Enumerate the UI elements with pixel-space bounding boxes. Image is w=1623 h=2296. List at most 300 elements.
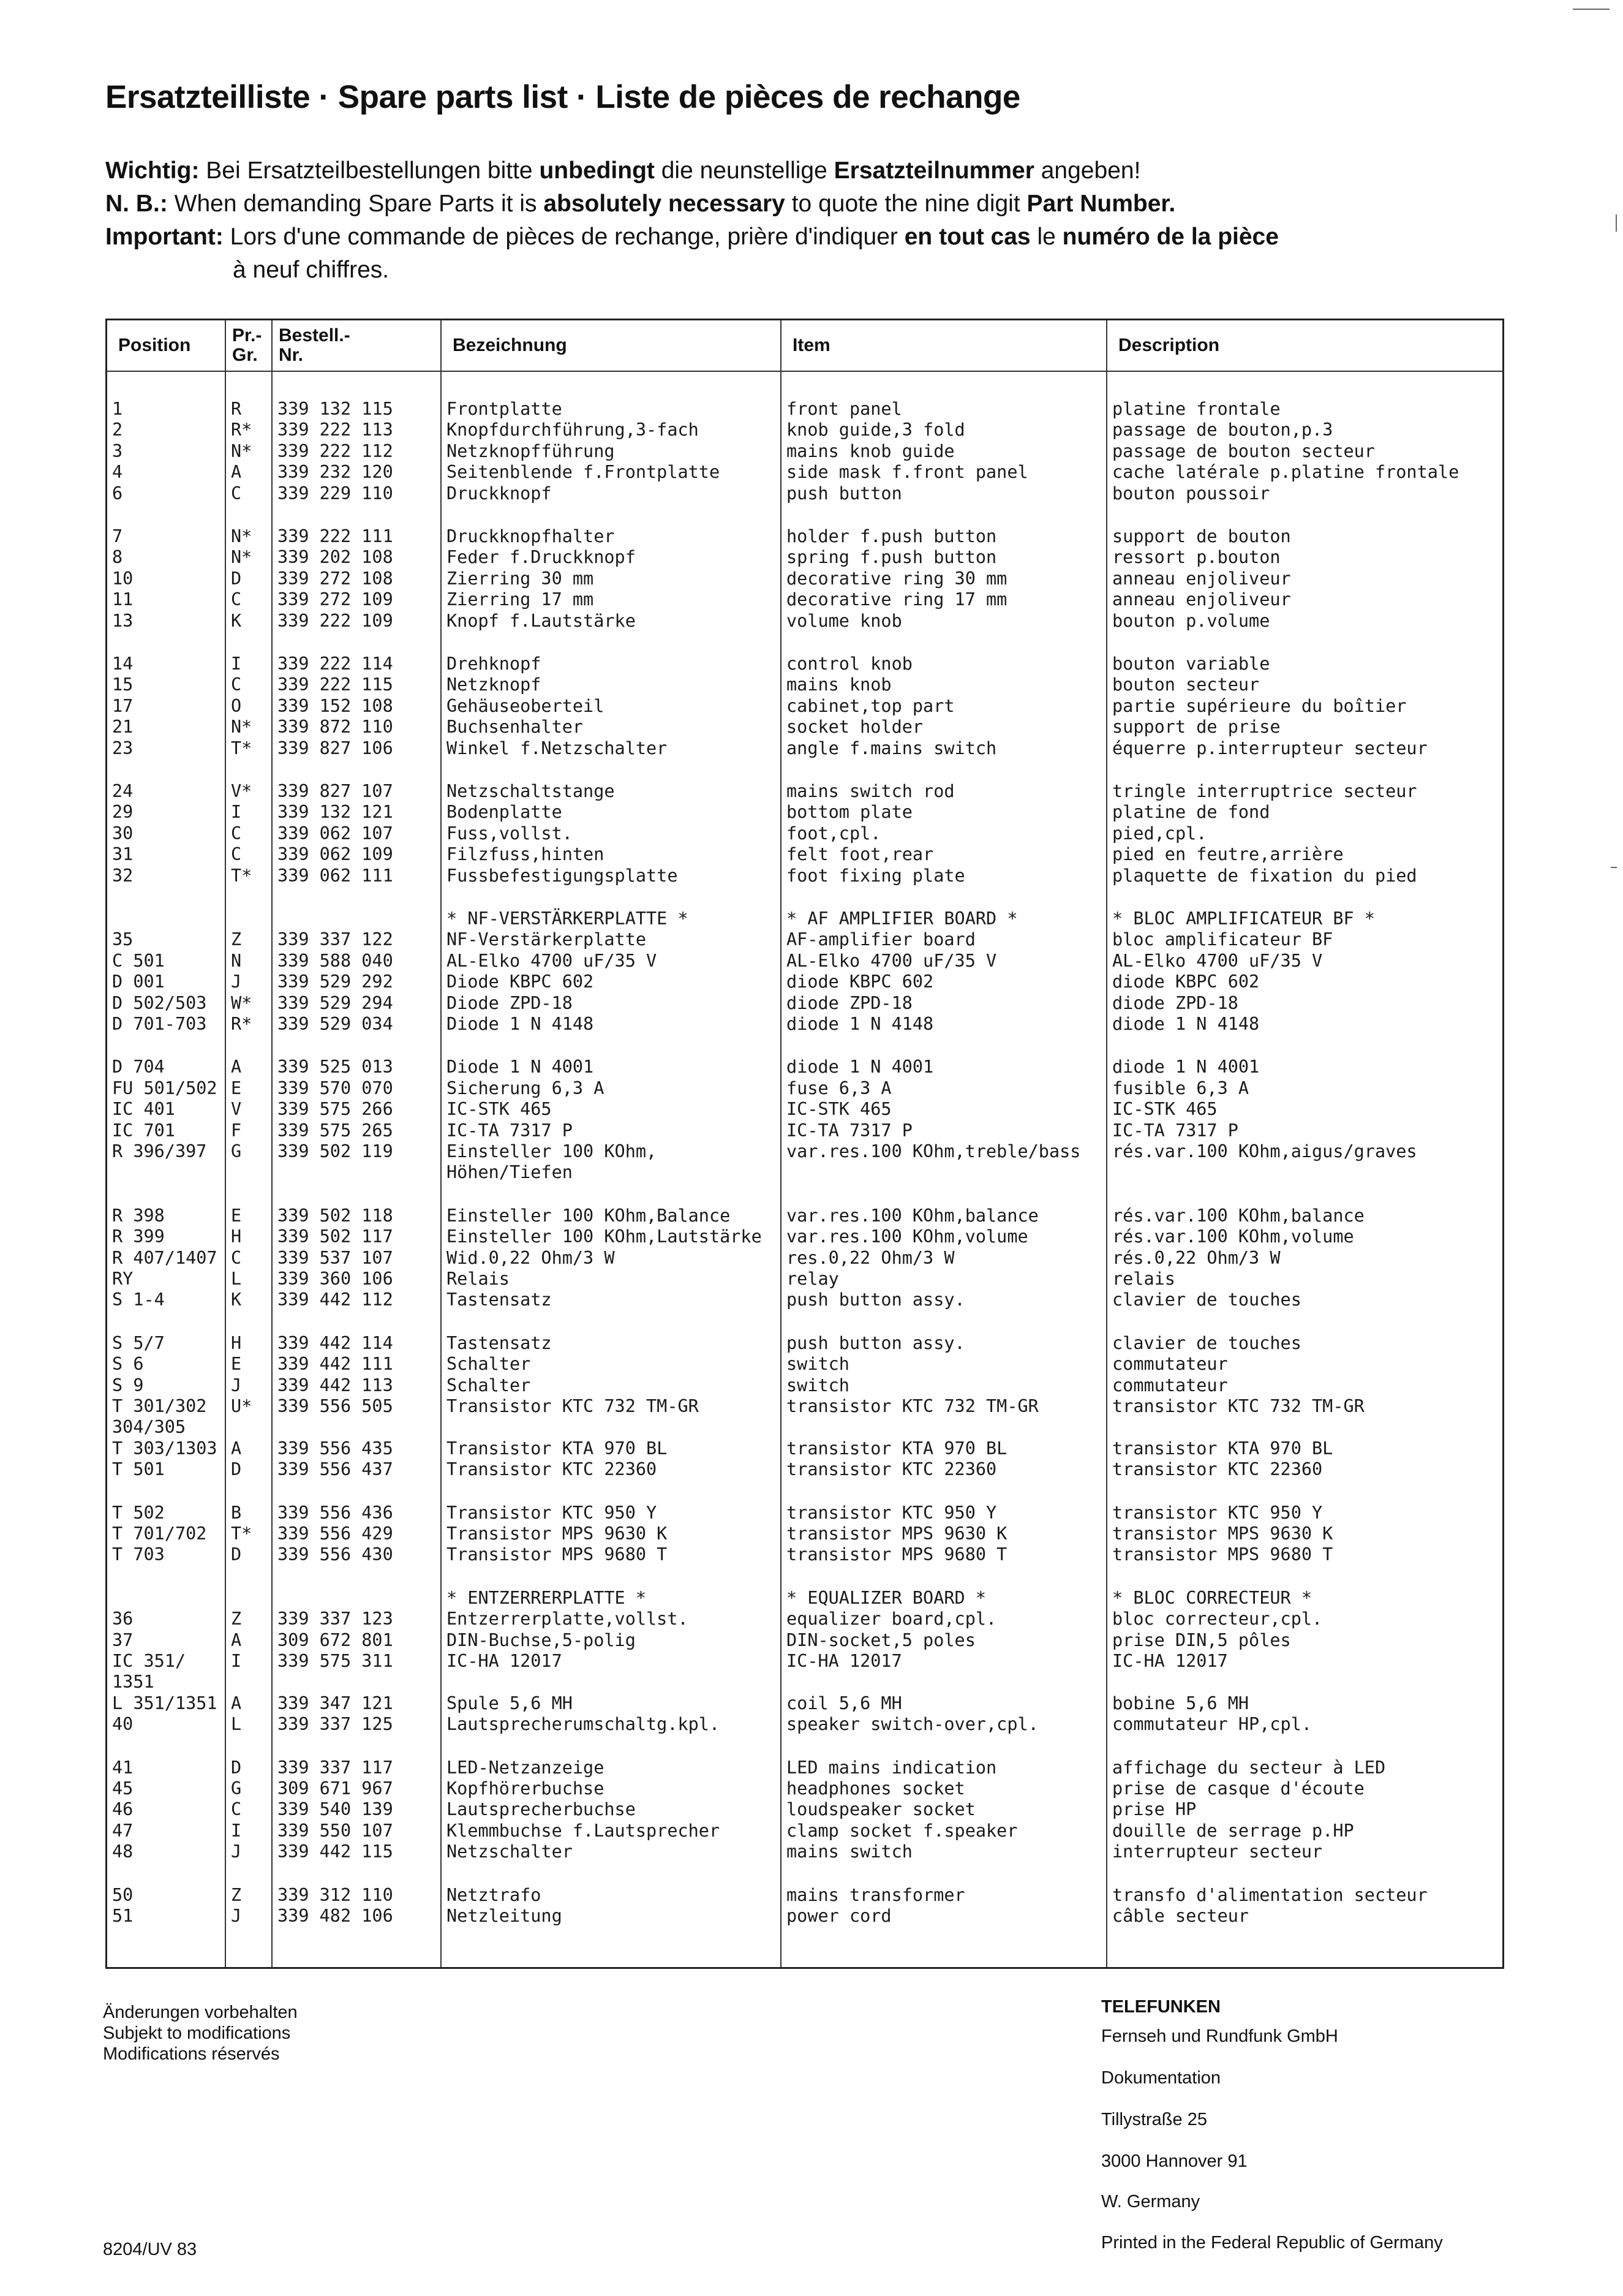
- position-cell: 1351: [112, 1672, 154, 1693]
- item-cell: switch: [786, 1375, 849, 1395]
- position-cell: S 9: [112, 1375, 144, 1395]
- bezeichnung-cell: Netzknopf: [446, 674, 541, 695]
- item-cell: clamp socket f.speaker: [786, 1820, 1018, 1841]
- position-cell: R 396/397: [112, 1141, 207, 1161]
- order-number-cell: 339 442 114: [277, 1332, 393, 1353]
- price-group-cell: J: [231, 972, 242, 992]
- description-cell: platine frontale: [1112, 399, 1281, 419]
- note-text: Lors d'une commande de pièces de rechange, prière d'indiquer: [223, 224, 905, 250]
- position-cell: 6: [112, 483, 123, 504]
- position-cell: R 399: [112, 1226, 165, 1247]
- description-cell: prise HP: [1112, 1799, 1197, 1820]
- note-emphasis: en tout cas: [904, 224, 1031, 250]
- position-cell: S 6: [112, 1354, 144, 1375]
- item-cell: mains switch rod: [786, 781, 955, 801]
- price-group-cell: C: [231, 844, 242, 865]
- description-cell: prise DIN,5 pôles: [1112, 1629, 1291, 1650]
- position-cell: 11: [112, 589, 134, 610]
- price-group-cell: F: [231, 1120, 242, 1141]
- order-number-cell: 339 337 125: [277, 1714, 393, 1735]
- bezeichnung-cell: LED-Netzanzeige: [446, 1757, 604, 1778]
- order-number-cell: 339 575 311: [277, 1651, 393, 1671]
- order-number-cell: 339 442 113: [277, 1375, 393, 1395]
- order-number-cell: 339 222 114: [277, 654, 393, 674]
- item-cell: transistor KTC 22360: [786, 1459, 997, 1480]
- description-cell: bloc amplificateur BF: [1112, 929, 1333, 950]
- note-emphasis: numéro de la pièce: [1062, 224, 1279, 250]
- position-cell: 13: [112, 610, 134, 631]
- price-group-cell: O: [231, 695, 242, 716]
- price-group-cell: I: [231, 1820, 242, 1841]
- column-item: [780, 320, 1107, 1967]
- position-cell: 51: [112, 1906, 134, 1926]
- order-number-cell: 339 442 111: [277, 1354, 393, 1375]
- position-cell: 21: [112, 717, 134, 738]
- description-cell: douille de serrage p.HP: [1112, 1820, 1354, 1841]
- item-cell: headphones socket: [786, 1778, 965, 1799]
- description-cell: bouton p.volume: [1112, 610, 1270, 631]
- item-cell: decorative ring 30 mm: [786, 568, 1007, 589]
- price-group-cell: H: [231, 1332, 242, 1353]
- description-cell: fusible 6,3 A: [1112, 1078, 1249, 1098]
- position-cell: 15: [112, 674, 134, 695]
- bezeichnung-cell: AL-Elko 4700 uF/35 V: [446, 950, 657, 971]
- description-cell: clavier de touches: [1112, 1332, 1301, 1353]
- bezeichnung-cell: Transistor MPS 9680 T: [446, 1544, 668, 1565]
- note-line: [105, 221, 1514, 254]
- note-text: When demanding Spare Parts it is: [167, 191, 544, 217]
- description-cell: rés.var.100 KOhm,aigus/graves: [1112, 1141, 1417, 1161]
- item-cell: switch: [786, 1354, 849, 1375]
- position-cell: T 303/1303: [112, 1438, 217, 1459]
- company-name: Fernseh und Rundfunk GmbH: [1101, 2026, 1338, 2046]
- order-number-cell: 339 556 435: [277, 1438, 393, 1459]
- order-number-cell: 339 222 112: [277, 440, 393, 461]
- position-cell: 46: [112, 1799, 134, 1820]
- item-cell: transistor KTA 970 BL: [786, 1438, 1007, 1459]
- order-number-cell: 339 556 430: [277, 1544, 393, 1565]
- bezeichnung-cell: Zierring 17 mm: [446, 589, 594, 610]
- description-cell: * BLOC CORRECTEUR *: [1112, 1587, 1312, 1608]
- note-emphasis: Ersatzteilnummer: [834, 157, 1034, 184]
- description-cell: support de bouton: [1112, 526, 1291, 546]
- header-price-group: [226, 320, 273, 372]
- bezeichnung-cell: NF-Verstärkerplatte: [446, 929, 647, 950]
- position-cell: D 704: [112, 1057, 165, 1078]
- bezeichnung-cell: Diode KBPC 602: [446, 972, 594, 992]
- item-cell: side mask f.front panel: [786, 462, 1028, 483]
- price-group-cell: Z: [231, 929, 242, 950]
- street: Tillystraße 25: [1101, 2110, 1207, 2129]
- column-bezeichnung: [440, 320, 781, 1967]
- description-cell: équerre p.interrupteur secteur: [1112, 738, 1428, 758]
- description-cell: passage de bouton,p.3: [1112, 420, 1333, 440]
- description-cell: IC-STK 465: [1112, 1099, 1218, 1120]
- bezeichnung-cell: Einsteller 100 KOhm,Balance: [446, 1205, 731, 1226]
- description-cell: transistor KTC 950 Y: [1112, 1502, 1323, 1523]
- item-cell: knob guide,3 fold: [786, 420, 965, 440]
- bezeichnung-cell: Gehäuseoberteil: [446, 695, 604, 716]
- note-emphasis: Part Number.: [1026, 191, 1176, 217]
- price-group-cell: C: [231, 1799, 242, 1820]
- position-cell: 45: [112, 1778, 134, 1799]
- printed-note: Printed in the Federal Republic of Germany: [1101, 2233, 1443, 2253]
- price-group-cell: N*: [231, 440, 252, 461]
- bezeichnung-cell: * ENTZERRERPLATTE *: [446, 1587, 647, 1608]
- price-group-cell: H: [231, 1226, 242, 1247]
- price-group-cell: E: [231, 1078, 242, 1098]
- description-cell: anneau enjoliveur: [1112, 568, 1291, 589]
- description-cell: ressort p.bouton: [1112, 547, 1281, 568]
- bezeichnung-cell: Transistor KTC 732 TM-GR: [446, 1396, 699, 1416]
- item-cell: holder f.push button: [786, 526, 997, 546]
- description-cell: diode 1 N 4148: [1112, 1014, 1260, 1034]
- description-cell: bouton poussoir: [1112, 483, 1270, 504]
- bezeichnung-cell: Tastensatz: [446, 1290, 552, 1310]
- column-order-number: [271, 320, 442, 1967]
- position-cell: 36: [112, 1609, 134, 1629]
- header-price-group-line2: Gr.: [232, 345, 258, 365]
- position-cell: S 1-4: [112, 1290, 165, 1310]
- position-cell: T 703: [112, 1544, 165, 1565]
- bezeichnung-cell: Knopf f.Lautstärke: [446, 610, 636, 631]
- item-cell: mains transformer: [786, 1884, 965, 1905]
- note-text: le: [1030, 224, 1063, 250]
- bezeichnung-cell: Transistor MPS 9630 K: [446, 1524, 668, 1544]
- order-number-cell: 339 232 120: [277, 462, 393, 483]
- item-cell: equalizer board,cpl.: [786, 1609, 997, 1629]
- position-cell: 29: [112, 802, 134, 823]
- description-cell: bobine 5,6 MH: [1112, 1693, 1249, 1713]
- bezeichnung-cell: Höhen/Tiefen: [446, 1162, 573, 1183]
- order-number-cell: 339 575 266: [277, 1099, 393, 1120]
- item-cell: coil 5,6 MH: [786, 1693, 902, 1713]
- order-number-cell: 339 570 070: [277, 1078, 393, 1098]
- price-group-cell: N*: [231, 526, 252, 546]
- price-group-cell: L: [231, 1714, 242, 1735]
- description-cell: IC-TA 7317 P: [1112, 1120, 1238, 1141]
- position-cell: 17: [112, 695, 134, 716]
- price-group-cell: D: [231, 1459, 242, 1480]
- price-group-cell: A: [231, 1438, 242, 1459]
- position-cell: 32: [112, 865, 134, 886]
- note-text: Bei Ersatzteilbestellungen bitte: [199, 157, 540, 184]
- order-number-cell: 339 222 113: [277, 420, 393, 440]
- description-cell: platine de fond: [1112, 802, 1270, 823]
- position-cell: 3: [112, 440, 123, 461]
- bezeichnung-cell: Druckknopfhalter: [446, 526, 615, 546]
- item-cell: power cord: [786, 1906, 892, 1926]
- item-cell: diode 1 N 4001: [786, 1057, 934, 1078]
- description-cell: anneau enjoliveur: [1112, 589, 1291, 610]
- price-group-cell: T*: [231, 1524, 252, 1544]
- header-description: Description: [1107, 320, 1504, 372]
- order-number-cell: 339 360 106: [277, 1269, 393, 1289]
- order-number-cell: 339 529 292: [277, 972, 393, 992]
- order-number-cell: 339 132 115: [277, 399, 393, 419]
- bezeichnung-cell: Entzerrerplatte,vollst.: [446, 1609, 688, 1629]
- description-cell: * BLOC AMPLIFICATEUR BF *: [1112, 908, 1375, 929]
- description-cell: relais: [1112, 1269, 1175, 1289]
- position-cell: 31: [112, 844, 134, 865]
- note-label: N. B.:: [105, 191, 168, 217]
- order-number-cell: 339 529 294: [277, 992, 393, 1013]
- bezeichnung-cell: Buchsenhalter: [446, 717, 584, 738]
- price-group-cell: J: [231, 1906, 242, 1926]
- bezeichnung-cell: Filzfuss,hinten: [446, 844, 604, 865]
- bezeichnung-cell: * NF-VERSTÄRKERPLATTE *: [446, 908, 688, 929]
- item-cell: volume knob: [786, 610, 902, 631]
- position-cell: IC 401: [112, 1099, 175, 1120]
- header-item: Item: [781, 320, 1107, 372]
- order-number-cell: 339 537 107: [277, 1247, 393, 1268]
- order-number-cell: 339 502 119: [277, 1141, 393, 1161]
- position-cell: 14: [112, 654, 134, 674]
- description-cell: pied en feutre,arrière: [1112, 844, 1344, 865]
- description-cell: clavier de touches: [1112, 1290, 1301, 1310]
- item-cell: push button assy.: [786, 1332, 965, 1353]
- price-group-cell: D: [231, 568, 242, 589]
- description-cell: interrupteur secteur: [1112, 1841, 1323, 1862]
- item-cell: felt foot,rear: [786, 844, 934, 865]
- position-cell: R 398: [112, 1205, 165, 1226]
- order-number-cell: 339 062 107: [277, 823, 393, 844]
- item-cell: IC-HA 12017: [786, 1651, 902, 1671]
- bezeichnung-cell: IC-TA 7317 P: [446, 1120, 573, 1141]
- note-line: [105, 254, 1514, 287]
- description-cell: câble secteur: [1112, 1906, 1249, 1926]
- scan-edge-mark: [1573, 9, 1610, 10]
- description-cell: plaquette de fixation du pied: [1112, 865, 1417, 886]
- brand-name: TELEFUNKEN: [1101, 1997, 1221, 2017]
- position-cell: 30: [112, 823, 134, 844]
- header-order-number-line1: Bestell.-: [279, 325, 350, 346]
- description-cell: rés.var.100 KOhm,volume: [1112, 1226, 1354, 1247]
- document-code: 8204/UV 83: [103, 2240, 197, 2259]
- bezeichnung-cell: Lautsprecherbuchse: [446, 1799, 636, 1820]
- price-group-cell: A: [231, 1693, 242, 1713]
- modifications-de: Änderungen vorbehalten: [103, 2003, 298, 2022]
- item-cell: fuse 6,3 A: [786, 1078, 892, 1098]
- description-cell: support de prise: [1112, 717, 1281, 738]
- description-cell: diode KBPC 602: [1112, 972, 1260, 992]
- bezeichnung-cell: Diode 1 N 4148: [446, 1014, 594, 1034]
- order-number-cell: 339 556 429: [277, 1524, 393, 1544]
- position-cell: 7: [112, 526, 123, 546]
- price-group-cell: C: [231, 589, 242, 610]
- item-cell: foot,cpl.: [786, 823, 881, 844]
- position-cell: 50: [112, 1884, 134, 1905]
- bezeichnung-cell: IC-HA 12017: [446, 1651, 562, 1671]
- item-cell: var.res.100 KOhm,volume: [786, 1226, 1028, 1247]
- order-number-cell: 339 222 115: [277, 674, 393, 695]
- order-number-cell: 339 482 106: [277, 1906, 393, 1926]
- bezeichnung-cell: Sicherung 6,3 A: [446, 1078, 604, 1098]
- order-number-cell: 339 337 122: [277, 929, 393, 950]
- bezeichnung-cell: Netzschalter: [446, 1841, 573, 1862]
- scan-edge-mark: [1611, 867, 1617, 868]
- price-group-cell: R*: [231, 1014, 252, 1034]
- position-cell: T 501: [112, 1459, 165, 1480]
- order-number-cell: 339 222 111: [277, 526, 393, 546]
- item-cell: transistor MPS 9680 T: [786, 1544, 1007, 1565]
- note-text: angeben!: [1034, 157, 1141, 184]
- item-cell: push button assy.: [786, 1290, 965, 1310]
- description-cell: commutateur HP,cpl.: [1112, 1714, 1312, 1735]
- item-cell: relay: [786, 1269, 839, 1289]
- bezeichnung-cell: Klemmbuchse f.Lautsprecher: [446, 1820, 720, 1841]
- order-number-cell: 339 556 436: [277, 1502, 393, 1523]
- price-group-cell: C: [231, 674, 242, 695]
- bezeichnung-cell: Netzknopfführung: [446, 440, 615, 461]
- header-order-number: [273, 320, 442, 372]
- position-cell: D 502/503: [112, 992, 207, 1013]
- bezeichnung-cell: Lautsprecherumschaltg.kpl.: [446, 1714, 720, 1735]
- description-cell: affichage du secteur à LED: [1112, 1757, 1386, 1778]
- bezeichnung-cell: Spule 5,6 MH: [446, 1693, 573, 1713]
- note-line: [105, 187, 1514, 221]
- position-cell: L 351/1351: [112, 1693, 217, 1713]
- position-cell: R 407/1407: [112, 1247, 217, 1268]
- description-cell: rés.0,22 Ohm/3 W: [1112, 1247, 1281, 1268]
- description-cell: bloc correcteur,cpl.: [1112, 1609, 1323, 1629]
- price-group-cell: E: [231, 1354, 242, 1375]
- description-cell: partie supérieure du boîtier: [1112, 695, 1407, 716]
- item-cell: mains knob guide: [786, 440, 955, 461]
- description-cell: transistor KTA 970 BL: [1112, 1438, 1333, 1459]
- price-group-cell: R*: [231, 420, 252, 440]
- price-group-cell: I: [231, 654, 242, 674]
- bezeichnung-cell: Druckknopf: [446, 483, 552, 504]
- description-cell: bouton variable: [1112, 654, 1270, 674]
- order-number-cell: 339 347 121: [277, 1693, 393, 1713]
- order-number-cell: 339 222 109: [277, 610, 393, 631]
- price-group-cell: K: [231, 610, 242, 631]
- order-number-cell: 339 132 121: [277, 802, 393, 823]
- bezeichnung-cell: Netzleitung: [446, 1906, 562, 1926]
- order-number-cell: 339 229 110: [277, 483, 393, 504]
- price-group-cell: W*: [231, 992, 252, 1013]
- bezeichnung-cell: Einsteller 100 KOhm,Lautstärke: [446, 1226, 762, 1247]
- spare-parts-table: [105, 319, 1504, 1969]
- note-emphasis: unbedingt: [539, 157, 655, 184]
- position-cell: 304/305: [112, 1417, 186, 1438]
- header-bezeichnung: Bezeichnung: [442, 320, 781, 372]
- order-number-cell: 339 827 106: [277, 738, 393, 758]
- price-group-cell: D: [231, 1757, 242, 1778]
- bezeichnung-cell: Netzschaltstange: [446, 781, 615, 801]
- description-cell: commutateur: [1112, 1354, 1228, 1375]
- position-cell: 4: [112, 462, 123, 483]
- bezeichnung-cell: IC-STK 465: [446, 1099, 552, 1120]
- item-cell: front panel: [786, 399, 902, 419]
- description-cell: diode 1 N 4001: [1112, 1057, 1260, 1078]
- scan-edge-mark: [1616, 214, 1617, 232]
- item-cell: IC-TA 7317 P: [786, 1120, 913, 1141]
- bezeichnung-cell: Kopfhörerbuchse: [446, 1778, 604, 1799]
- bezeichnung-cell: Feder f.Druckknopf: [446, 547, 636, 568]
- order-number-cell: 339 550 107: [277, 1820, 393, 1841]
- order-number-cell: 339 556 437: [277, 1459, 393, 1480]
- price-group-cell: J: [231, 1841, 242, 1862]
- header-order-number-line2: Nr.: [279, 345, 304, 365]
- position-cell: 47: [112, 1820, 134, 1841]
- order-number-cell: 339 152 108: [277, 695, 393, 716]
- bezeichnung-cell: Diode 1 N 4001: [446, 1057, 594, 1078]
- order-number-cell: 339 202 108: [277, 547, 393, 568]
- price-group-cell: N*: [231, 547, 252, 568]
- order-number-cell: 339 540 139: [277, 1799, 393, 1820]
- description-cell: passage de bouton secteur: [1112, 440, 1375, 461]
- price-group-cell: Z: [231, 1609, 242, 1629]
- price-group-cell: I: [231, 802, 242, 823]
- position-cell: 23: [112, 738, 134, 758]
- price-group-cell: J: [231, 1375, 242, 1395]
- bezeichnung-cell: Fuss,vollst.: [446, 823, 573, 844]
- order-number-cell: 339 272 109: [277, 589, 393, 610]
- order-number-cell: 339 272 108: [277, 568, 393, 589]
- item-cell: spring f.push button: [786, 547, 997, 568]
- price-group-cell: V*: [231, 781, 252, 801]
- description-cell: bouton secteur: [1112, 674, 1260, 695]
- price-group-cell: L: [231, 1269, 242, 1289]
- description-cell: cache latérale p.platine frontale: [1112, 462, 1459, 483]
- bezeichnung-cell: Zierring 30 mm: [446, 568, 594, 589]
- note-text: die neunstellige: [654, 157, 834, 184]
- description-cell: IC-HA 12017: [1112, 1651, 1228, 1671]
- item-cell: diode KBPC 602: [786, 972, 934, 992]
- description-cell: pied,cpl.: [1112, 823, 1207, 844]
- bezeichnung-cell: Winkel f.Netzschalter: [446, 738, 668, 758]
- bezeichnung-cell: Transistor KTC 950 Y: [446, 1502, 657, 1523]
- item-cell: AL-Elko 4700 uF/35 V: [786, 950, 997, 971]
- bezeichnung-cell: Fussbefestigungsplatte: [446, 865, 678, 886]
- order-number-cell: 339 588 040: [277, 950, 393, 971]
- bezeichnung-cell: DIN-Buchse,5-polig: [446, 1629, 636, 1650]
- order-number-cell: 309 671 967: [277, 1778, 393, 1799]
- item-cell: * EQUALIZER BOARD *: [786, 1587, 987, 1608]
- bezeichnung-cell: Drehknopf: [446, 654, 541, 674]
- order-number-cell: 339 337 123: [277, 1609, 393, 1629]
- item-cell: angle f.mains switch: [786, 738, 997, 758]
- bezeichnung-cell: Schalter: [446, 1375, 531, 1395]
- description-cell: transfo d'alimentation secteur: [1112, 1884, 1428, 1905]
- description-cell: transistor MPS 9630 K: [1112, 1524, 1333, 1544]
- position-cell: 8: [112, 547, 123, 568]
- note-label: Wichtig:: [105, 157, 200, 184]
- price-group-cell: U*: [231, 1396, 252, 1416]
- position-cell: C 501: [112, 950, 165, 971]
- price-group-cell: A: [231, 1629, 242, 1650]
- order-number-cell: 339 062 111: [277, 865, 393, 886]
- position-cell: D 701-703: [112, 1014, 207, 1034]
- price-group-cell: D: [231, 1544, 242, 1565]
- position-cell: 40: [112, 1714, 134, 1735]
- order-number-cell: 339 827 107: [277, 781, 393, 801]
- column-price-group: [225, 320, 273, 1967]
- price-group-cell: B: [231, 1502, 242, 1523]
- item-cell: socket holder: [786, 717, 924, 738]
- position-cell: S 5/7: [112, 1332, 165, 1353]
- order-number-cell: 339 312 110: [277, 1884, 393, 1905]
- price-group-cell: N*: [231, 717, 252, 738]
- bezeichnung-cell: Schalter: [446, 1354, 531, 1375]
- price-group-cell: T*: [231, 738, 252, 758]
- price-group-cell: C: [231, 483, 242, 504]
- column-description: [1106, 320, 1504, 1967]
- item-cell: foot fixing plate: [786, 865, 965, 886]
- item-cell: diode ZPD-18: [786, 992, 913, 1013]
